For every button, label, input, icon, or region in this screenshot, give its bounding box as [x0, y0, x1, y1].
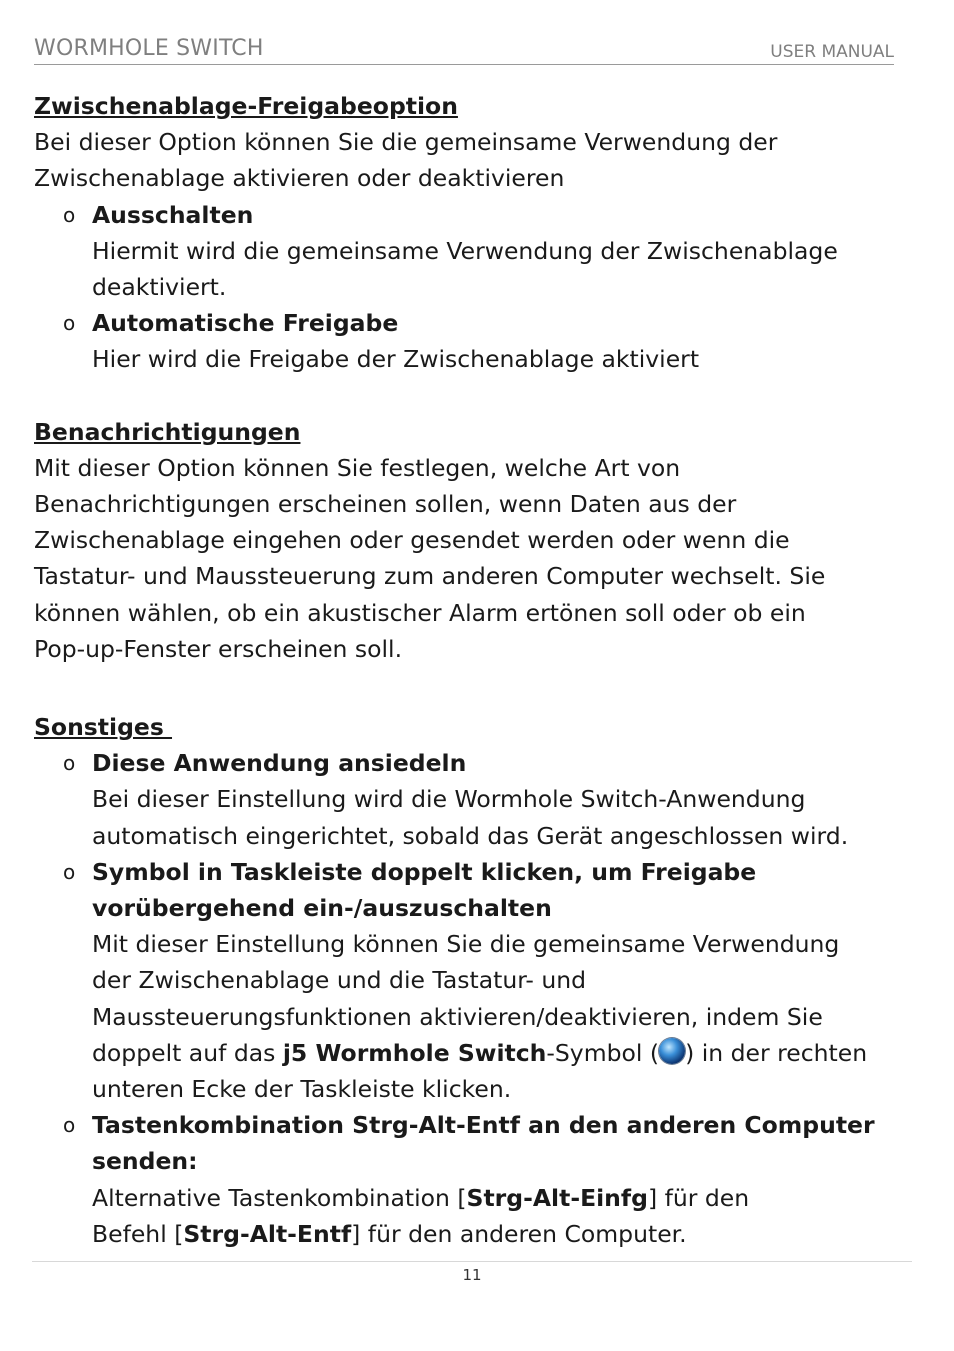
notifications-line-4: Tastatur- und Maussteuerung zum anderen Computer wechselt. Sie: [34, 562, 826, 591]
key-combo: Strg-Alt-Entf: [183, 1219, 352, 1248]
key-combo: Strg-Alt-Einfg: [466, 1183, 648, 1212]
list-item-ausschalten: [34, 197, 904, 306]
list-item-title: senden:: [92, 1147, 198, 1176]
list-item-text: [92, 1180, 904, 1216]
page-number: 11: [462, 1266, 482, 1284]
list-item-title: Diese Anwendung ansiedeln: [92, 749, 467, 778]
list-item-text: Hiermit wird die gemeinsame Verwendung der Zwischenablage: [92, 236, 838, 265]
wormhole-tray-icon: [659, 1038, 685, 1064]
section-title-notifications: Benachrichtigungen: [34, 417, 301, 446]
header-product-title: WORMHOLE SWITCH: [34, 36, 264, 61]
list-item-text: Hier wird die Freigabe der Zwischenablage aktiviert: [92, 345, 700, 374]
list-item-automatische-freigabe: [34, 305, 904, 377]
list-item-title: Symbol in Taskleiste doppelt klicken, um Freigabe: [92, 857, 757, 886]
text-run: ] für den anderen Computer.: [351, 1219, 687, 1248]
list-item-text: Mit dieser Einstellung können Sie die gemeinsame Verwendung: [92, 930, 840, 959]
notifications-line-3: Zwischenablage eingehen oder gesendet werden oder wenn die: [34, 526, 790, 555]
section-title-clipboard: Zwischenablage-Freigabeoption: [34, 92, 458, 120]
bullet-icon: o: [63, 1113, 76, 1138]
clipboard-intro-line-1: Bei dieser Option können Sie die gemeinsame Verwendung der: [34, 128, 778, 157]
text-run: Befehl [: [92, 1219, 184, 1248]
section-title-misc: Sonstiges: [34, 713, 173, 742]
list-item-text: [92, 1216, 904, 1252]
list-item-text: automatisch eingerichtet, sobald das Gerät angeschlossen wird.: [92, 821, 849, 850]
footer-divider: [32, 1261, 912, 1262]
notifications-line-6: Pop-up-Fenster erscheinen soll.: [34, 634, 403, 663]
list-item-strg-alt-entf: [34, 1107, 904, 1252]
list-item-title: vorübergehend ein-/auszuschalten: [92, 894, 552, 923]
bullet-icon: o: [63, 202, 76, 227]
list-item-text: [92, 1035, 904, 1071]
text-run: -Symbol (: [546, 1038, 660, 1067]
text-run: Alternative Tastenkombination [: [92, 1183, 467, 1212]
list-item-title: Tastenkombination Strg-Alt-Entf an den anderen Computer: [92, 1111, 875, 1140]
clipboard-options-list: [34, 197, 904, 378]
product-name: j5 Wormhole Switch: [282, 1038, 547, 1067]
bullet-icon: o: [63, 751, 76, 776]
notifications-line-2: Benachrichtigungen erscheinen sollen, wenn Daten aus der: [34, 490, 737, 519]
clipboard-intro-line-2: Zwischenablage aktivieren oder deaktivieren: [34, 164, 565, 193]
text-run: ] für den: [647, 1183, 750, 1212]
list-item-text: Bei dieser Einstellung wird die Wormhole Switch-Anwendung: [92, 785, 806, 814]
list-item-ansiedeln: [34, 745, 904, 854]
list-item-taskleiste-doppelklick: [34, 854, 904, 1107]
misc-options-list: [34, 745, 904, 1252]
bullet-icon: o: [63, 311, 76, 336]
header-manual-label: USER MANUAL: [770, 42, 894, 62]
notifications-line-5: können wählen, ob ein akustischer Alarm ertönen soll oder ob ein: [34, 598, 806, 627]
list-item-text: Maussteuerungsfunktionen aktivieren/deaktivieren, indem Sie: [92, 1002, 823, 1031]
page-content: [34, 88, 904, 1252]
page-header: [34, 36, 894, 65]
bullet-icon: o: [63, 859, 76, 884]
list-item-title: Automatische Freigabe: [92, 309, 399, 338]
list-item-title: Ausschalten: [92, 200, 254, 229]
list-item-text: der Zwischenablage und die Tastatur- und: [92, 966, 587, 995]
list-item-text: unteren Ecke der Taskleiste klicken.: [92, 1075, 512, 1104]
list-item-text: deaktiviert.: [92, 273, 227, 302]
text-run: doppelt auf das: [92, 1038, 283, 1067]
text-run: ) in der rechten: [685, 1038, 868, 1067]
notifications-line-1: Mit dieser Option können Sie festlegen, welche Art von: [34, 453, 681, 482]
